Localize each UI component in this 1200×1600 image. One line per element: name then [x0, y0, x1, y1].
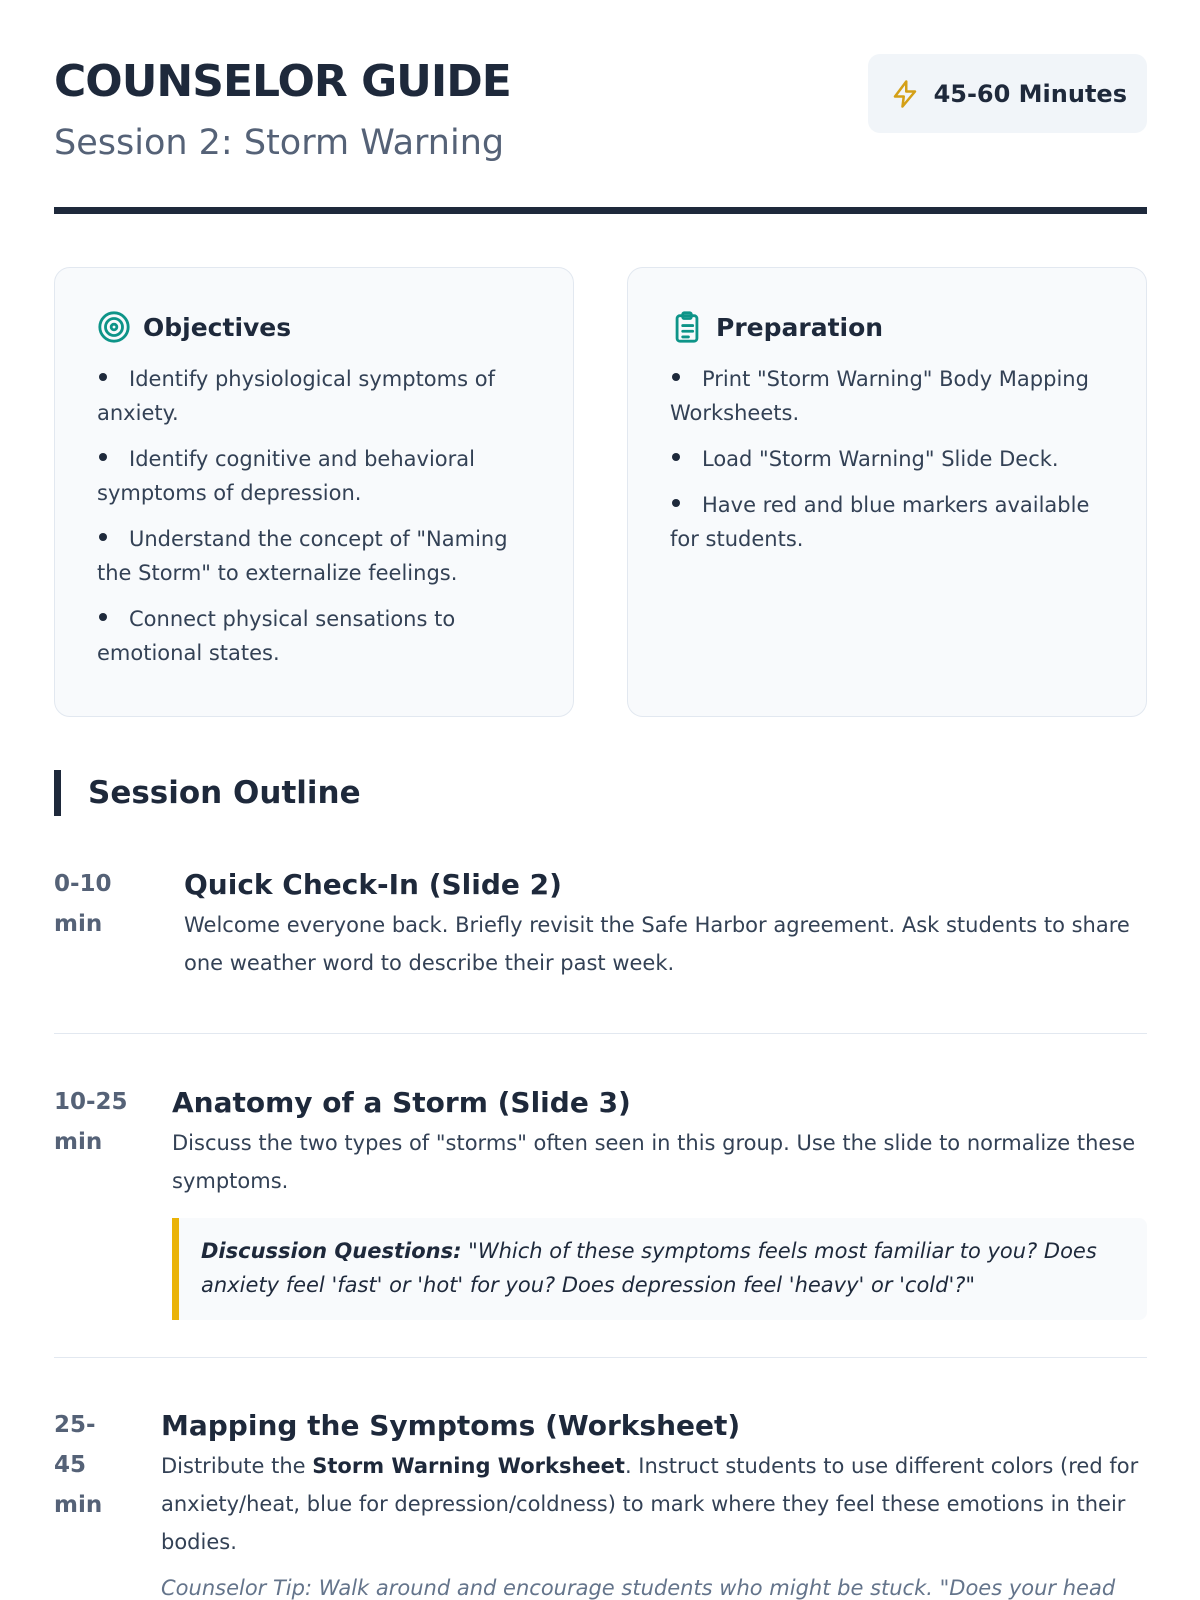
objectives-list: [97, 362, 537, 670]
callout-label: Discussion Questions:: [201, 1239, 462, 1263]
list-item-text: Have red and blue markers available for students.: [670, 493, 1090, 551]
list-item-text: Print "Storm Warning" Body Mapping Worksheets.: [670, 367, 1089, 425]
list-item-text: Identify cognitive and behavioral symptoms of depression.: [97, 447, 475, 505]
time-label: 0-10 min: [54, 871, 112, 937]
row-title: Anatomy of a Storm (Slide 3): [172, 1086, 631, 1119]
preparation-list: [670, 362, 1110, 556]
row-content: [184, 864, 1147, 982]
preparation-header: [670, 308, 1110, 346]
row-divider: [54, 1357, 1147, 1358]
bullet: [672, 453, 680, 461]
row-title: Mapping the Symptoms (Worksheet): [161, 1409, 741, 1442]
outline-row-mapping: [54, 1405, 1147, 1600]
session-subtitle: Session 2: Storm Warning: [54, 123, 505, 163]
description-text: . Instruct students to use different colors (red for anxiety/heat, blue for depression/coldness) to mark where they feel these emotions in their bodies.: [161, 1454, 1139, 1554]
row-content: [161, 1405, 1147, 1600]
preparation-title: Preparation: [716, 312, 884, 342]
list-item-text: Identify physiological symptoms of anxiety.: [97, 367, 495, 425]
row-description: Welcome everyone back. Briefly revisit the Safe Harbor agreement. Ask students to share one weather word to describe their past week.: [184, 913, 1130, 975]
row-divider: [54, 1033, 1147, 1034]
row-title: Quick Check-In (Slide 2): [184, 868, 562, 901]
row-content: [172, 1082, 1147, 1320]
list-item-text: Understand the concept of "Naming the Storm" to externalize feelings.: [97, 527, 508, 585]
list-item: [97, 442, 537, 510]
header-divider: [54, 207, 1147, 214]
row-description: Discuss the two types of "storms" often seen in this group. Use the slide to normalize these symptoms.: [172, 1131, 1136, 1193]
description-text: Distribute the: [161, 1454, 313, 1478]
list-item-text: Load "Storm Warning" Slide Deck.: [702, 447, 1059, 471]
outline-row-check-in: [54, 864, 1147, 984]
clipboard-icon: [670, 310, 704, 344]
row-description: [161, 1447, 1147, 1561]
bullet: [672, 373, 680, 381]
list-item: [97, 362, 537, 430]
callout-text: "Which of these symptoms feels most familiar to you? Does anxiety feel 'fast' or 'hot' for you? Does depression feel 'heavy' or 'cold'?": [201, 1239, 1097, 1297]
lightning-icon: [890, 79, 920, 109]
preparation-card: [627, 267, 1147, 717]
target-icon: [97, 310, 131, 344]
bullet: [99, 373, 107, 381]
bullet: [672, 499, 680, 507]
page-title: COUNSELOR GUIDE: [54, 56, 511, 107]
list-item-text: Connect physical sensations to emotional states.: [97, 607, 456, 665]
bullet: [99, 613, 107, 621]
list-item: [97, 522, 537, 590]
objectives-header: [97, 308, 537, 346]
list-item: [670, 362, 1110, 430]
list-item: [670, 442, 1110, 476]
objectives-card: [54, 267, 574, 717]
counselor-tip: Counselor Tip: Walk around and encourage students who might be stuck. "Does your head: [161, 1576, 1116, 1600]
bullet: [99, 453, 107, 461]
list-item: [97, 602, 537, 670]
time-label: 10-25 min: [54, 1089, 128, 1155]
bullet: [99, 533, 107, 541]
guide-header: [54, 52, 1147, 212]
duration-badge: [868, 54, 1147, 133]
time-label: 25-45 min: [54, 1412, 103, 1518]
session-outline-heading: Session Outline: [54, 770, 361, 816]
discussion-callout: [172, 1218, 1147, 1320]
worksheet-name: Storm Warning Worksheet: [312, 1454, 625, 1478]
list-item: [670, 488, 1110, 556]
objectives-title: Objectives: [143, 312, 292, 342]
outline-row-anatomy: [54, 1082, 1147, 1322]
duration-label: 45-60 Minutes: [933, 79, 1127, 108]
